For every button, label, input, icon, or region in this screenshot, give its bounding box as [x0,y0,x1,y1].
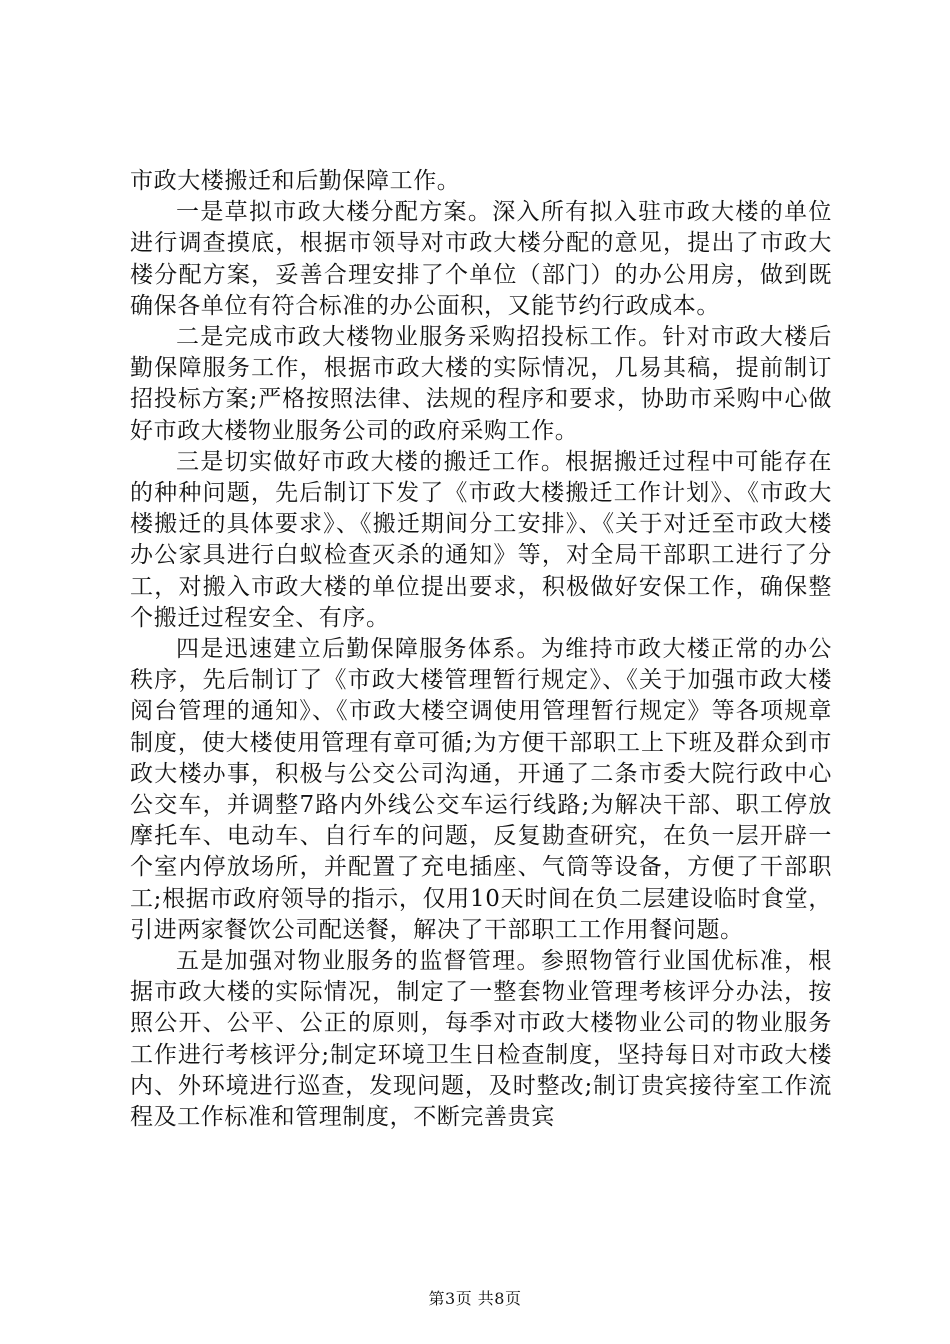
paragraph-item-1: 一是草拟市政大楼分配方案。深入所有拟入驻市政大楼的单位进行调查摸底，根据市领导对市政大楼分配的意见，提出了市政大楼分配方案，妥善合理安排了个单位（部门）的办公用房，做到既确保各单位有符合标准的办公面积，又能节约行政成本。 [130,199,832,319]
paragraph-item-4: 四是迅速建立后勤保障服务体系。为维持市政大楼正常的办公秩序，先后制订了《市政大楼管理暂行规定》、《关于加强市政大楼阅台管理的通知》、《市政大楼空调使用管理暂行规定》等各项规章制度，使大楼使用管理有章可循;为方便干部职工上下班及群众到市政大楼办事，积极与公交公司沟通，开通了二条市委大院行政中心公交车，并调整7路内外线公交车运行线路;为解决干部、职工停放摩托车、电动车、自行车的问题，反复勘查研究，在负一层开辟一个室内停放场所，并配置了充电插座、气筒等设备，方便了干部职工;根据市政府领导的指示，仅用10天时间在负二层建设临时食堂，引进两家餐饮公司配送餐，解决了干部职工工作用餐问题。 [130,636,832,943]
paragraph-item-2: 二是完成市政大楼物业服务采购招投标工作。针对市政大楼后勤保障服务工作，根据市政大楼的实际情况，几易其稿，提前制订招投标方案;严格按照法律、法规的程序和要求，协助市采购中心做好市政大楼物业服务公司的政府采购工作。 [130,324,832,444]
paragraph-item-5: 五是加强对物业服务的监督管理。参照物管行业国优标准，根据市政大楼的实际情况，制定了一整套物业管理考核评分办法，按照公开、公平、公正的原则，每季对市政大楼物业公司的物业服务工作进行考核评分;制定环境卫生日检查制度，坚持每日对市政大楼内、外环境进行巡查，发现问题，及时整改;制订贵宾接待室工作流程及工作标准和管理制度，不断完善贵宾 [130,948,832,1131]
paragraph-item-3: 三是切实做好市政大楼的搬迁工作。根据搬迁过程中可能存在的种种问题，先后制订下发了《市政大楼搬迁工作计划》、《市政大楼搬迁的具体要求》、《搬迁期间分工安排》、《关于对迁至市政大楼办公家具进行白蚁检查灭杀的通知》等，对全局干部职工进行了分工，对搬入市政大楼的单位提出要求，积极做好安保工作，确保整个搬迁过程安全、有序。 [130,448,832,631]
page-number-footer: 第3页 共8页 [428,1289,522,1308]
document-body [130,166,832,1133]
paragraph-intro: 市政大楼搬迁和后勤保障工作。 [130,168,461,194]
